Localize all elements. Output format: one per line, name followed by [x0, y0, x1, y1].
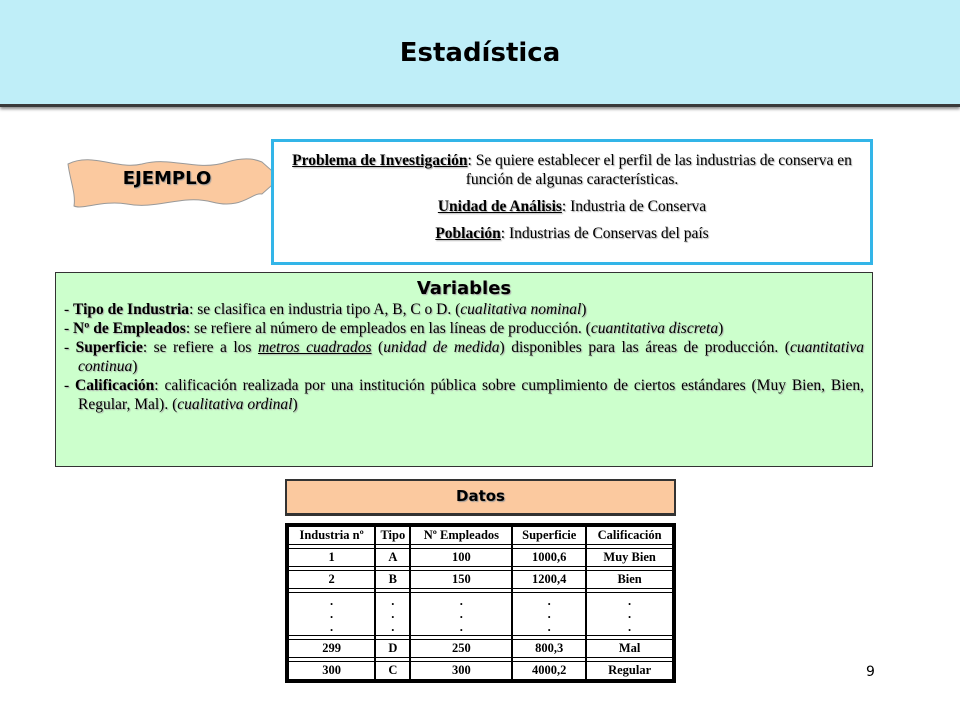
poblacion-text: : Industrias de Conservas del país — [500, 225, 709, 242]
table-row — [288, 639, 673, 658]
problema-line — [274, 151, 870, 189]
table-cell: C — [375, 661, 410, 680]
table-cell: Superficie — [512, 526, 586, 545]
variable-item: - Nº de Empleados: se refiere al número de empleados en las líneas de producción. (cuantitativa discreta) — [64, 320, 724, 337]
table-cell: . . . — [288, 592, 375, 636]
table-ellipsis-row — [288, 592, 673, 636]
datos-header-bar: Datos — [285, 479, 676, 516]
table-cell: 300 — [288, 661, 375, 680]
table-row — [288, 548, 673, 567]
variable-term: Tipo de Industria — [73, 301, 190, 318]
variable-term: Calificación — [75, 377, 155, 394]
table-row — [288, 661, 673, 680]
problem-box — [271, 139, 873, 265]
variables-box — [55, 272, 873, 467]
table-cell: . . . — [375, 592, 410, 636]
table-cell: Industria nº — [288, 526, 375, 545]
unidad-text: : Industria de Conserva — [561, 198, 707, 215]
table-cell: . . . — [512, 592, 586, 636]
variable-term: Nº de Empleados — [73, 320, 186, 337]
table-cell: 100 — [410, 548, 512, 567]
variable-item: - Superficie: se refiere a los metros cuadrados (unidad de medida) disponibles para las áreas de producción. (cuantitativa continua) — [64, 339, 865, 375]
table-cell: Nº Empleados — [410, 526, 512, 545]
ejemplo-label: EJEMPLO — [122, 168, 212, 189]
table-cell: 299 — [288, 639, 375, 658]
table-cell: Bien — [586, 570, 673, 589]
table-cell: Muy Bien — [586, 548, 673, 567]
variables-title: Variables — [416, 278, 512, 299]
table-cell: 150 — [410, 570, 512, 589]
unidad-term: Unidad de Análisis — [437, 198, 562, 215]
poblacion-term: Población — [435, 225, 501, 242]
table-cell: 800,3 — [512, 639, 586, 658]
table-row — [288, 570, 673, 589]
unidad-line — [274, 197, 870, 216]
poblacion-line — [274, 224, 870, 243]
page-number: 9 — [866, 664, 875, 680]
ejemplo-badge — [62, 150, 282, 212]
table-cell: Calificación — [586, 526, 673, 545]
table-cell: 4000,2 — [512, 661, 586, 680]
table-cell: . . . — [410, 592, 512, 636]
table-cell: 2 — [288, 570, 375, 589]
variable-item: - Tipo de Industria: se clasifica en industria tipo A, B, C o D. (cualitativa nominal) — [64, 301, 587, 318]
data-table — [285, 523, 676, 683]
problema-text: : Se quiere establecer el perfil de las industrias de conserva en función de algunas características. — [465, 152, 852, 188]
table-cell: Tipo — [375, 526, 410, 545]
variable-item: - Calificación: calificación realizada por una institución pública sobre cumplimiento de ciertos estándares (Muy Bien, Bien, Regular, Mal). (cualitativa ordinal) — [64, 377, 865, 413]
table-cell: 1200,4 — [512, 570, 586, 589]
problema-term: Problema de Investigación — [292, 152, 468, 169]
table-cell: Regular — [586, 661, 673, 680]
table-header-row — [288, 526, 673, 545]
table-cell: Mal — [586, 639, 673, 658]
variable-term: Superficie — [75, 339, 143, 356]
slide-title: Estadística — [399, 38, 561, 68]
table-cell: 300 — [410, 661, 512, 680]
table-cell: D — [375, 639, 410, 658]
table-cell: 250 — [410, 639, 512, 658]
table-cell: 1 — [288, 548, 375, 567]
table-cell: 1000,6 — [512, 548, 586, 567]
table-cell: A — [375, 548, 410, 567]
table-cell: . . . — [586, 592, 673, 636]
table-cell: B — [375, 570, 410, 589]
